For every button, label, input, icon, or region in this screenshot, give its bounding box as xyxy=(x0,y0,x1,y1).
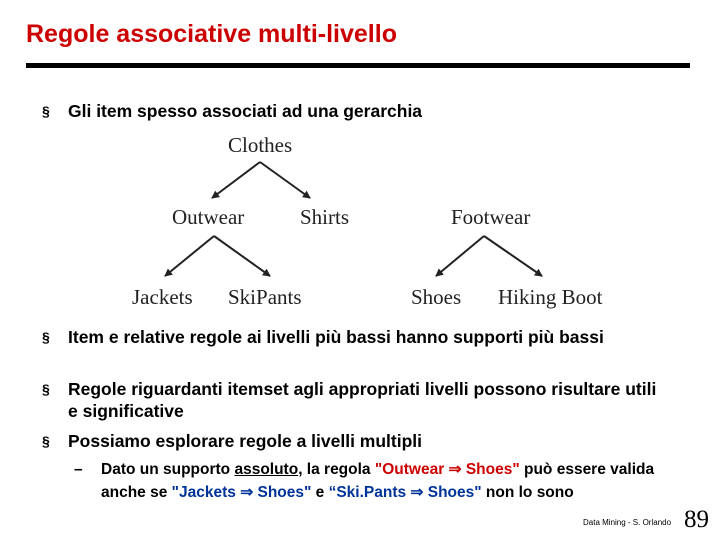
node-hiking-boot: Hiking Boot xyxy=(498,285,603,309)
sub-text-part3: può essere valida anche se xyxy=(101,461,655,501)
node-jackets: Jackets xyxy=(132,285,193,309)
bullet-lower-levels xyxy=(42,326,662,348)
sub-bullet-absolute-support xyxy=(74,459,674,504)
edge-outwear-jackets xyxy=(165,236,214,276)
rule-jackets-shoes: "Jackets ⇒ Shoes" xyxy=(171,483,312,501)
edge-clothes-outwear xyxy=(212,162,260,198)
edge-outwear-skipants xyxy=(214,236,270,276)
bullet-text: Item e relative regole ai livelli più bassi hanno supporti più bassi xyxy=(68,327,604,347)
sub-text-part2: , la regola xyxy=(298,461,375,478)
node-shirts: Shirts xyxy=(300,205,350,229)
node-skipants: SkiPants xyxy=(228,285,302,309)
bullet-text: Regole riguardanti itemset agli appropriati livelli possono risultare utili e significative xyxy=(68,379,657,421)
edge-footwear-shoes xyxy=(436,236,484,276)
bullet-appropriate-levels xyxy=(42,378,662,422)
rule-skipants-shoes: “Ski.Pants ⇒ Shoes" xyxy=(328,483,482,501)
bullet-marker-icon: § xyxy=(42,329,50,345)
node-shoes: Shoes xyxy=(411,285,462,309)
edge-footwear-hiking-boot xyxy=(484,236,542,276)
page-number: 89 xyxy=(684,506,709,533)
edge-clothes-shirts xyxy=(260,162,310,198)
node-footwear: Footwear xyxy=(451,205,531,229)
sub-bullet-text xyxy=(101,459,674,504)
bullet-multiple-levels xyxy=(42,430,662,452)
sub-text-part5: non lo sono xyxy=(481,483,574,501)
bullet-marker-icon: § xyxy=(42,103,50,119)
underlined-word: assoluto xyxy=(234,461,299,478)
slide-title: Regole associative multi-livello xyxy=(26,20,397,48)
bullet-marker-icon: § xyxy=(42,433,50,449)
sub-text-part1: Dato un supporto xyxy=(101,461,235,478)
node-outwear: Outwear xyxy=(172,205,245,229)
slide-footer: Data Mining - S. Orlando xyxy=(583,518,672,527)
bullet-marker-icon: § xyxy=(42,381,50,397)
node-clothes: Clothes xyxy=(228,133,293,157)
bullet-text: Possiamo esplorare regole a livelli multipli xyxy=(68,431,423,451)
sub-bullet-dash: – xyxy=(74,461,83,478)
bullet-text: Gli item spesso associati ad una gerarchia xyxy=(68,101,423,121)
sub-text-part4: e xyxy=(311,483,329,501)
rule-outwear-shoes: "Outwear ⇒ Shoes" xyxy=(374,461,520,478)
